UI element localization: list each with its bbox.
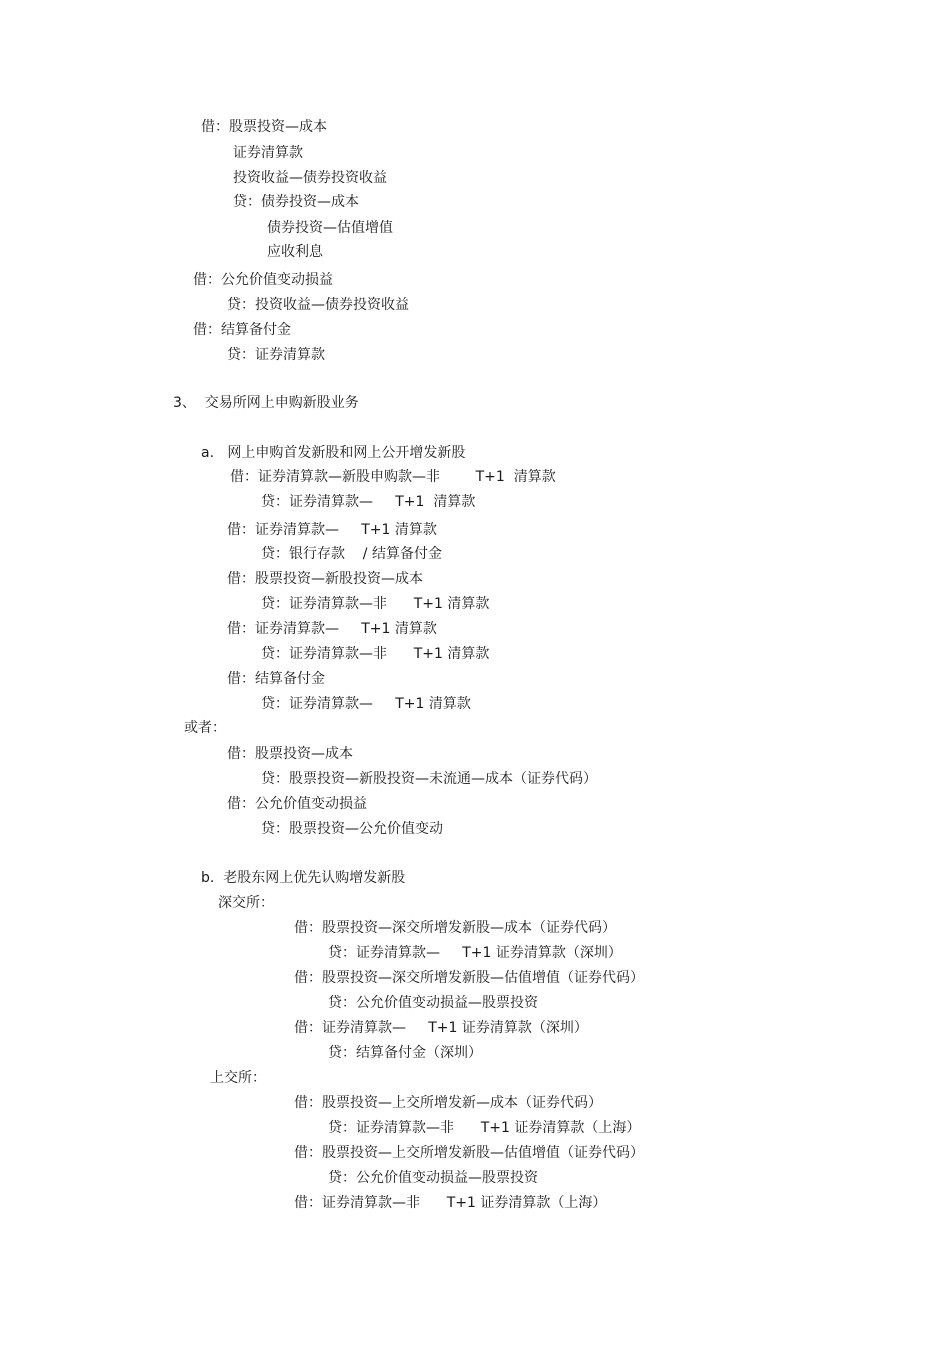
text-line: 贷：公允价值变动损益—股票投资: [328, 1170, 538, 1186]
text-line: 贷：投资收益—债券投资收益: [227, 297, 409, 313]
text-line: 借：证券清算款—非 T+1 证券清算款（上海）: [294, 1195, 607, 1211]
text-line: 贷：证券清算款—非 T+1 清算款: [261, 596, 490, 612]
text-line: 贷：公允价值变动损益—股票投资: [328, 995, 538, 1011]
text-line: 借：结算备付金: [227, 671, 325, 687]
text-line: 应收利息: [267, 244, 323, 260]
text-line: 贷：证券清算款: [227, 347, 325, 363]
text-line: 借：结算备付金: [193, 322, 291, 338]
text-line: 贷：股票投资—新股投资—未流通—成本（证券代码）: [261, 771, 597, 787]
text-line: 证券清算款: [233, 145, 303, 161]
text-line: 借：证券清算款— T+1 清算款: [227, 522, 437, 538]
text-line: 借：股票投资—成本: [227, 746, 353, 762]
subsection-heading: a. 网上申购首发新股和网上公开增发新股: [201, 445, 466, 461]
text-line: 借：股票投资—深交所增发新股—估值增值（证券代码）: [294, 970, 644, 986]
text-line: 贷：银行存款 / 结算备付金: [261, 546, 442, 562]
text-line: 借：股票投资—上交所增发新股—估值增值（证券代码）: [294, 1145, 644, 1161]
text-line: 借：股票投资—成本: [201, 119, 327, 135]
text-line: 债券投资—估值增值: [267, 220, 393, 236]
text-line: 借：公允价值变动损益: [193, 272, 333, 288]
text-line: 上交所：: [210, 1070, 266, 1086]
section-heading: 3、 交易所网上申购新股业务: [173, 395, 359, 411]
text-line: 贷：证券清算款— T+1 清算款: [261, 494, 476, 510]
text-line: 贷：结算备付金（深圳）: [328, 1045, 482, 1061]
text-line: 借：证券清算款— T+1 清算款: [227, 621, 437, 637]
text-line: 或者：: [184, 720, 226, 736]
text-line: 借：证券清算款—新股申购款—非 T+1 清算款: [230, 469, 556, 485]
text-line: 借：股票投资—深交所增发新股—成本（证券代码）: [294, 920, 616, 936]
subsection-heading: b. 老股东网上优先认购增发新股: [201, 870, 406, 886]
text-line: 深交所：: [218, 895, 274, 911]
text-line: 借：公允价值变动损益: [227, 796, 367, 812]
text-line: 贷：证券清算款—非 T+1 清算款: [261, 646, 490, 662]
text-line: 借：股票投资—新股投资—成本: [227, 571, 423, 587]
text-line: 贷：股票投资—公允价值变动: [261, 821, 443, 837]
text-line: 贷：证券清算款— T+1 证券清算款（深圳）: [328, 945, 622, 961]
text-line: 借：股票投资—上交所增发新—成本（证券代码）: [294, 1095, 602, 1111]
text-line: 投资收益—债券投资收益: [233, 170, 387, 186]
text-line: 贷：债券投资—成本: [233, 194, 359, 210]
text-line: 借：证券清算款— T+1 证券清算款（深圳）: [294, 1020, 588, 1036]
text-line: 贷：证券清算款—非 T+1 证券清算款（上海）: [328, 1120, 641, 1136]
text-line: 贷：证券清算款— T+1 清算款: [261, 696, 471, 712]
